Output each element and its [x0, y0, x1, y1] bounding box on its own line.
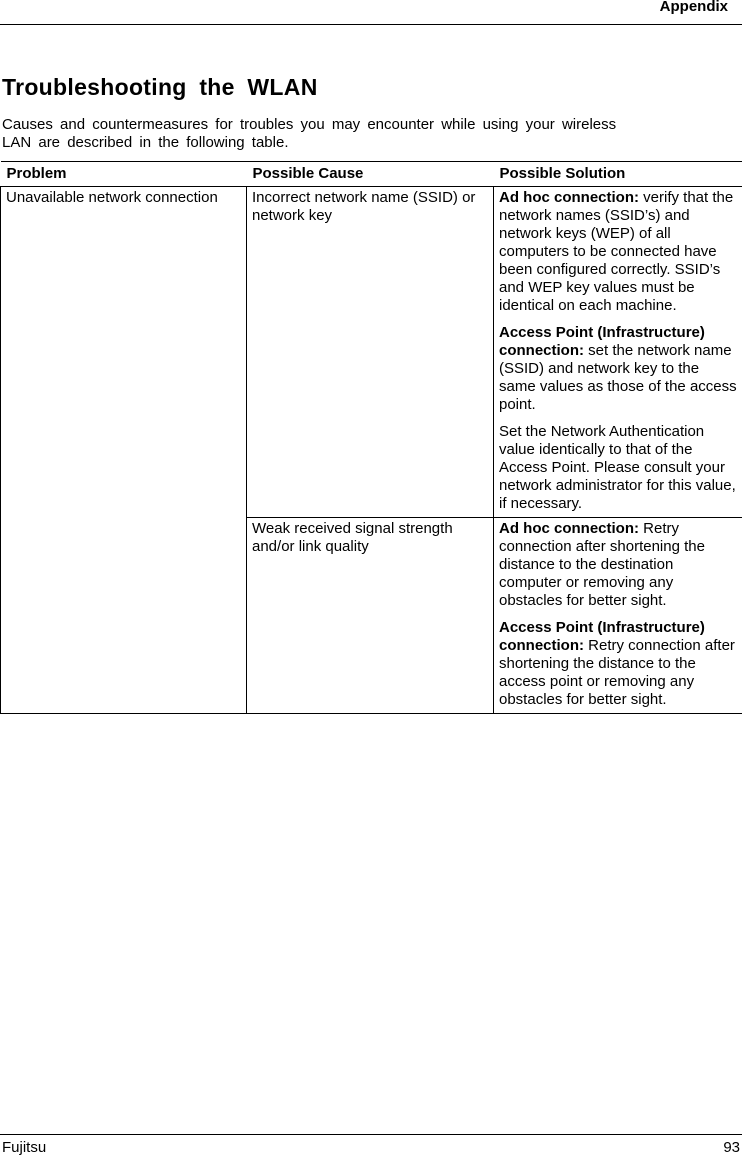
solution-text: Retry connection after shortening the distance to the access point or removing any obstacles for better sight. [499, 637, 735, 708]
column-header-problem: Problem [1, 162, 247, 187]
section-title: Appendix [660, 0, 728, 15]
intro-paragraph: Causes and countermeasures for troubles you may encounter while using your wireless LAN are described in the following table. [2, 116, 642, 152]
troubleshooting-table [0, 161, 742, 714]
solution-text: Set the Network Authentication value identically to that of the Access Point. Please consult your network administrator for this value, if necessary. [499, 423, 736, 512]
solution-paragraph [499, 619, 738, 709]
solution-paragraph [499, 324, 738, 414]
solution-cell [494, 518, 742, 714]
page-footer [0, 1134, 742, 1160]
page-title: Troubleshooting the WLAN [2, 74, 318, 101]
problem-cell: Unavailable network connection [1, 187, 247, 714]
solution-label: Access Point (Infrastructure) connection: [499, 324, 705, 359]
column-header-cause: Possible Cause [247, 162, 494, 187]
page-header [0, 0, 742, 25]
footer-brand: Fujitsu [2, 1139, 46, 1156]
cause-cell: Incorrect network name (SSID) or network key [247, 187, 494, 518]
solution-label: Access Point (Infrastructure) connection: [499, 619, 705, 654]
solution-cell [494, 187, 742, 518]
table-row [1, 187, 742, 518]
table-header-row [1, 162, 742, 187]
page-number: 93 [723, 1139, 740, 1156]
solution-paragraph [499, 423, 738, 513]
solution-label: Ad hoc connection: [499, 189, 639, 206]
solution-text: set the network name (SSID) and network key to the same values as those of the access point. [499, 342, 737, 413]
solution-paragraph [499, 189, 738, 315]
cause-cell: Weak received signal strength and/or link quality [247, 518, 494, 714]
solution-text: verify that the network names (SSID’s) and network keys (WEP) of all computers to be connected have been configured correctly. SSID’s and WEP key values must be identical on each machine. [499, 189, 733, 314]
solution-text: Retry connection after shortening the distance to the destination computer or removing any obstacles for better sight. [499, 520, 705, 609]
solution-label: Ad hoc connection: [499, 520, 639, 537]
solution-paragraph [499, 520, 738, 610]
column-header-solution: Possible Solution [494, 162, 742, 187]
